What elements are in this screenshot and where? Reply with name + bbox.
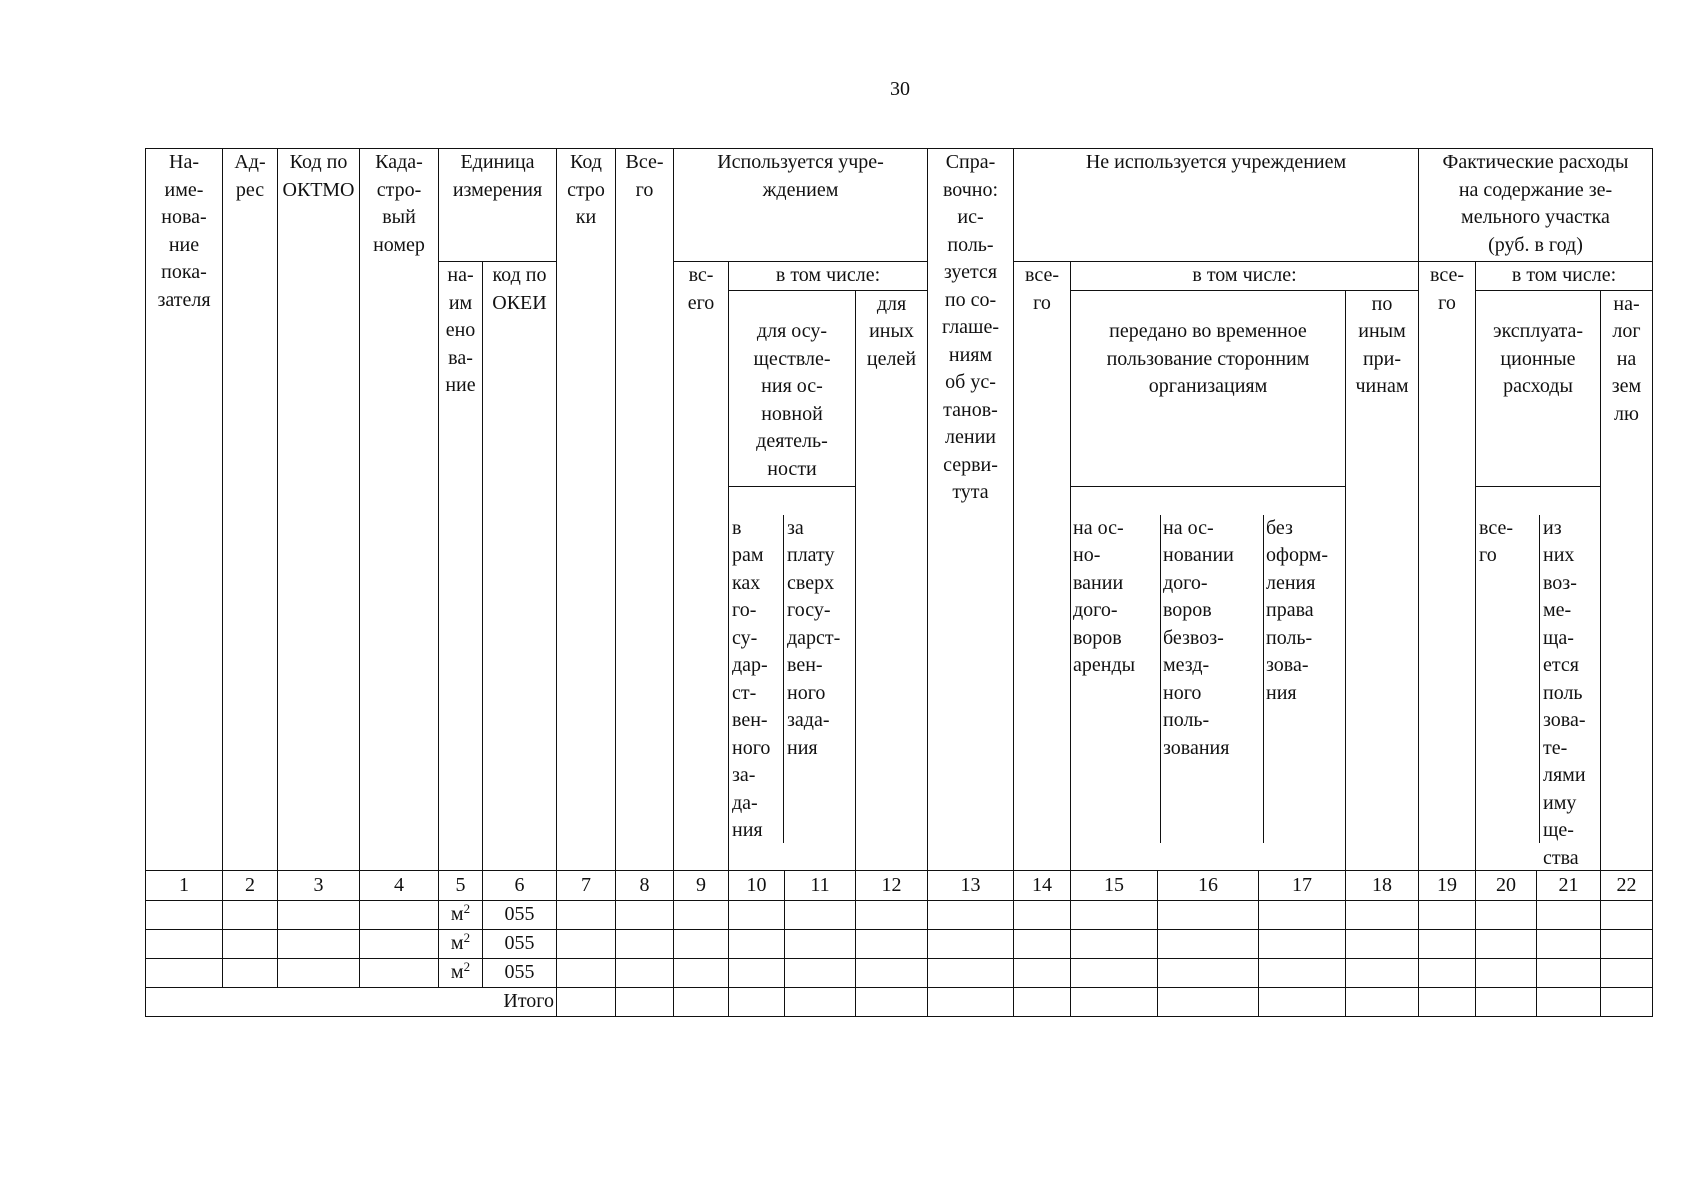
cell-empty[interactable] [1537, 901, 1601, 930]
cell-empty[interactable] [223, 930, 278, 959]
cell-empty[interactable] [1601, 959, 1653, 988]
header-exp-oper: эксплуата- ционные расходы [1476, 318, 1600, 487]
cell-empty[interactable] [1419, 930, 1476, 959]
header-col15: на ос- но- вании дого- воров аренды [1071, 515, 1161, 843]
cell-empty[interactable] [1476, 988, 1537, 1017]
cell-empty[interactable] [928, 988, 1014, 1017]
cell-empty[interactable] [785, 901, 856, 930]
col-num: 20 [1476, 871, 1537, 901]
col-num: 11 [785, 871, 856, 901]
col-num: 9 [674, 871, 729, 901]
unit-sup: 2 [463, 901, 471, 917]
cell-empty[interactable] [146, 930, 223, 959]
cell-empty[interactable] [1419, 959, 1476, 988]
header-servitude: Спра- вочно: ис- поль- зуется по со- глаше- ниям об ус- танов- лении серви- тута [928, 149, 1014, 871]
cell-empty[interactable] [674, 901, 729, 930]
cell-empty[interactable] [1601, 988, 1653, 1017]
cell-empty[interactable] [1014, 901, 1071, 930]
cell-empty[interactable] [729, 930, 785, 959]
cell-empty[interactable] [856, 901, 928, 930]
cell-empty[interactable] [729, 959, 785, 988]
cell-empty[interactable] [785, 988, 856, 1017]
land-plots-table [145, 148, 1653, 1017]
cell-empty[interactable] [1476, 959, 1537, 988]
cell-empty[interactable] [616, 988, 674, 1017]
unit-name: м [450, 903, 464, 926]
cell-empty[interactable] [1259, 901, 1346, 930]
header-row-code: Код стро ки [557, 149, 616, 871]
cell-empty[interactable] [278, 901, 360, 930]
header-used-total: вс- его [674, 262, 729, 871]
cell-empty[interactable] [928, 930, 1014, 959]
col-num: 7 [557, 871, 616, 901]
cell-empty[interactable] [1014, 988, 1071, 1017]
cell-empty[interactable] [1014, 930, 1071, 959]
header-indicator-name: На- име- нова- ние пока- зателя [146, 149, 223, 871]
col-num: 3 [278, 871, 360, 901]
header-col17: без оформ- ления права поль- зова- ния [1266, 516, 1328, 704]
cell-empty[interactable] [1346, 988, 1419, 1017]
cell-empty[interactable] [1259, 930, 1346, 959]
cell-empty[interactable] [674, 959, 729, 988]
header-total: Все- го [616, 149, 674, 871]
header-transferred: передано во временное пользование сторонним организациям [1071, 318, 1345, 487]
cell-empty[interactable] [1476, 901, 1537, 930]
cell-empty[interactable] [1537, 930, 1601, 959]
header-not-used-incl: в том числе: [1071, 262, 1419, 291]
okei-code: 055 [483, 930, 557, 959]
okei-code: 055 [483, 901, 557, 930]
cell-empty[interactable] [928, 901, 1014, 930]
cell-empty[interactable] [223, 901, 278, 930]
table-row [146, 930, 1653, 959]
cell-empty[interactable] [360, 901, 439, 930]
col-num: 2 [223, 871, 278, 901]
cell-empty[interactable] [1601, 930, 1653, 959]
cell-empty[interactable] [146, 959, 223, 988]
col-num: 13 [928, 871, 1014, 901]
header-col10: в рам ках го- су- дар- ст- вен- ного за- да- ния [729, 515, 784, 843]
cell-empty[interactable] [856, 988, 928, 1017]
col-num: 8 [616, 871, 674, 901]
cell-empty[interactable] [1158, 901, 1259, 930]
header-used-main: для осу- ществле- ния ос- новной деятель- ности [729, 318, 855, 487]
col-num: 22 [1601, 871, 1653, 901]
header-expenses: Фактические расходы на содержание зе- мельного участка (руб. в год) [1419, 149, 1653, 262]
cell-empty[interactable] [1346, 959, 1419, 988]
col-num: 17 [1259, 871, 1346, 901]
cell-empty[interactable] [1158, 988, 1259, 1017]
header-used: Используется учре- ждением [674, 149, 928, 262]
cell-empty[interactable] [1071, 930, 1158, 959]
page-number: 30 [890, 78, 910, 100]
cell-empty[interactable] [616, 959, 674, 988]
unit-cell [439, 959, 483, 988]
header-okei: код по ОКЕИ [483, 262, 557, 871]
cell-empty[interactable] [360, 930, 439, 959]
header-exp-total: все- го [1419, 262, 1476, 871]
header-cadastral-number: Када- стро- вый номер [360, 149, 439, 871]
total-label: Итого [146, 988, 557, 1017]
header-not-used-total: все- го [1014, 262, 1071, 871]
cell-empty[interactable] [1158, 930, 1259, 959]
table-row [146, 901, 1653, 930]
cell-empty[interactable] [785, 930, 856, 959]
cell-empty[interactable] [616, 901, 674, 930]
cell-empty[interactable] [729, 988, 785, 1017]
okei-code: 055 [483, 959, 557, 988]
cell-empty[interactable] [1071, 901, 1158, 930]
col-num: 15 [1071, 871, 1158, 901]
col-num: 18 [1346, 871, 1419, 901]
cell-empty[interactable] [1537, 959, 1601, 988]
total-row [146, 988, 1653, 1017]
cell-empty[interactable] [557, 959, 616, 988]
cell-empty[interactable] [928, 959, 1014, 988]
col-num: 21 [1537, 871, 1601, 901]
cell-empty[interactable] [1259, 959, 1346, 988]
cell-empty[interactable] [1419, 988, 1476, 1017]
header-not-used: Не используется учреждением [1014, 149, 1419, 262]
col-num: 10 [729, 871, 785, 901]
col-num: 19 [1419, 871, 1476, 901]
col-num: 16 [1158, 871, 1259, 901]
cell-empty[interactable] [1346, 930, 1419, 959]
col-num: 1 [146, 871, 223, 901]
cell-empty[interactable] [856, 959, 928, 988]
header-land-tax: на- лог на зем лю [1601, 290, 1653, 871]
cell-empty[interactable] [278, 930, 360, 959]
header-oktmo: Код по ОКТМО [278, 149, 360, 871]
cell-empty[interactable] [785, 959, 856, 988]
column-numbers-row [146, 871, 1653, 901]
unit-sup: 2 [463, 959, 471, 975]
col-num: 5 [439, 871, 483, 901]
header-unit: Единица измерения [439, 149, 557, 262]
unit-cell [439, 901, 483, 930]
header-transferred-block [1071, 290, 1346, 871]
cell-empty[interactable] [223, 959, 278, 988]
cell-empty[interactable] [360, 959, 439, 988]
cell-empty[interactable] [1601, 901, 1653, 930]
header-unit-name: на- им ено ва- ние [439, 262, 483, 871]
header-col16: на ос- новании дого- воров безвоз- мезд- ного поль- зования [1161, 515, 1264, 843]
cell-empty[interactable] [674, 930, 729, 959]
header-col21: из них воз- ме- ща- ется поль зова- те- лями иму ще- ства [1543, 516, 1586, 869]
cell-empty[interactable] [146, 901, 223, 930]
header-col20: все- го [1476, 515, 1540, 843]
header-col11: за плату сверх госу- дарст- вен- ного зада- ния [787, 516, 841, 759]
cell-empty[interactable] [1071, 959, 1158, 988]
header-used-main-block [729, 290, 856, 871]
cell-empty[interactable] [1259, 988, 1346, 1017]
header-address: Ад- рес [223, 149, 278, 871]
header-exp-oper-block [1476, 290, 1601, 871]
cell-empty[interactable] [1071, 988, 1158, 1017]
cell-empty[interactable] [729, 901, 785, 930]
cell-empty[interactable] [1419, 901, 1476, 930]
unit-name: м [450, 961, 464, 984]
col-num: 4 [360, 871, 439, 901]
header-other-reasons: по иным при- чинам [1346, 290, 1419, 871]
cell-empty[interactable] [616, 930, 674, 959]
cell-empty[interactable] [1537, 988, 1601, 1017]
cell-empty[interactable] [557, 930, 616, 959]
unit-cell [439, 930, 483, 959]
cell-empty[interactable] [1158, 959, 1259, 988]
cell-empty[interactable] [1346, 901, 1419, 930]
cell-empty[interactable] [1014, 959, 1071, 988]
cell-empty[interactable] [557, 901, 616, 930]
col-num: 14 [1014, 871, 1071, 901]
header-used-other: для иных целей [856, 290, 928, 871]
cell-empty[interactable] [557, 988, 616, 1017]
unit-name: м [450, 932, 464, 955]
cell-empty[interactable] [1476, 930, 1537, 959]
header-used-incl: в том числе: [729, 262, 928, 291]
cell-empty[interactable] [278, 959, 360, 988]
table-row [146, 959, 1653, 988]
header-exp-incl: в том числе: [1476, 262, 1653, 291]
unit-sup: 2 [463, 930, 471, 946]
col-num: 6 [483, 871, 557, 901]
cell-empty[interactable] [674, 988, 729, 1017]
cell-empty[interactable] [856, 930, 928, 959]
col-num: 12 [856, 871, 928, 901]
